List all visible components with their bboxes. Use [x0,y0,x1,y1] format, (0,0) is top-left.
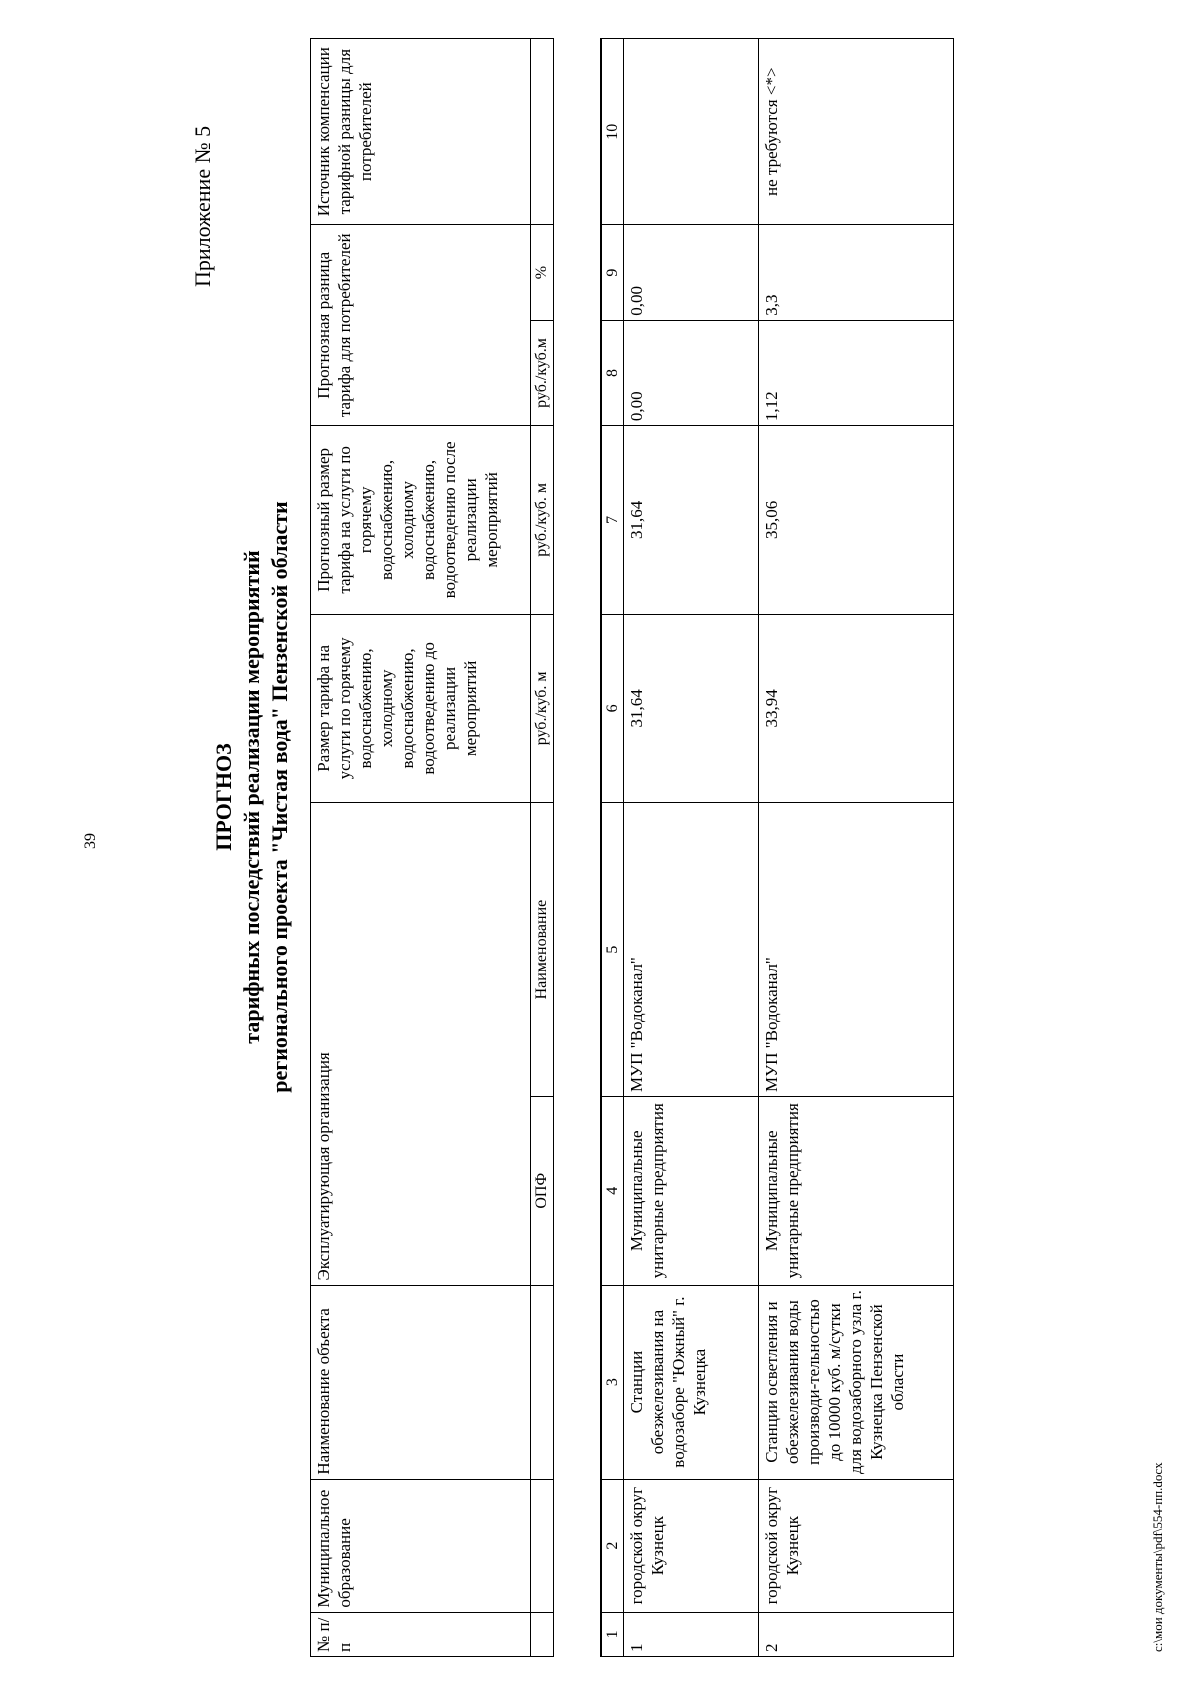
col-number: 5 [601,803,624,1097]
col-number: 10 [601,39,624,225]
cell-tariff-before: 31,64 [624,614,759,803]
title-line-3: регионального проекта "Чистая вода" Пензенской области [267,501,292,1093]
header-tariff-before: Размер тарифа на услуги по горячему водоснабжению, холодному водоснабжению, водоотведению до реализации мероприятий [311,614,531,803]
sub-unit-7: руб./куб. м [531,426,554,615]
title-line-1: ПРОГНОЗ [211,743,236,851]
sub-empty-2 [531,1479,554,1612]
cell-diff-pct: 3,3 [759,225,954,320]
cell-opf: Муниципальные унитарные предприятия [759,1097,954,1286]
sub-opf: ОПФ [531,1097,554,1286]
cell-object: Станции обезжелезивания на водозаборе "Южный" г. Кузнецка [624,1285,759,1479]
col-number: 6 [601,614,624,803]
appendix-label: Приложение № 5 [190,125,215,287]
forecast-table-header [310,38,554,1657]
footer-file-path: c:\мои документы\pdf\554-пп.docx [1150,1462,1165,1652]
col-number: 9 [601,225,624,320]
cell-num: 1 [624,1612,759,1656]
col-number: 7 [601,426,624,615]
col-number: 3 [601,1285,624,1479]
table-row [759,39,954,1657]
table-row [624,39,759,1657]
cell-tariff-after: 35,06 [759,426,954,615]
col-number: 4 [601,1097,624,1286]
col-number: 2 [601,1479,624,1612]
sub-empty-1 [531,1612,554,1656]
document-title [210,197,294,1397]
forecast-table-body [600,38,954,1657]
cell-tariff-before: 33,94 [759,614,954,803]
cell-municipality: городской округ Кузнецк [759,1479,954,1612]
cell-diff-rub: 1,12 [759,320,954,425]
header-num: № п/п [311,1612,531,1656]
cell-object: Станции осветления и обезжелезивания воды производи-тельностью до 10000 куб. м/сутки для водозаборного узла г. Кузнецка Пензенской области [759,1285,954,1479]
sub-unit-9: % [531,225,554,320]
title-line-2: тарифных последствий реализации мероприятий [239,550,264,1044]
header-difference: Прогнозная разница тарифа для потребителей [311,225,531,426]
cell-org-name: МУП "Водоканал" [624,803,759,1097]
cell-opf: Муниципальные унитарные предприятия [624,1097,759,1286]
cell-source: не требуются <*> [759,39,954,225]
header-operator: Эксплуатирующая организация [311,803,531,1285]
col-number: 8 [601,320,624,425]
cell-num: 2 [759,1612,954,1656]
cell-diff-rub: 0,00 [624,320,759,425]
header-source: Источник компенсации тарифной разницы для потребителей [311,39,531,225]
sub-name: Наименование [531,803,554,1097]
header-tariff-after: Прогнозный размер тарифа на услуги по горячему водоснабжению, холодному водоснабжению, водоотведению после реализации мероприятий [311,426,531,615]
cell-tariff-after: 31,64 [624,426,759,615]
col-number: 1 [601,1612,624,1656]
sub-empty-3 [531,1285,554,1479]
cell-org-name: МУП "Водоканал" [759,803,954,1097]
sub-unit-8: руб./куб.м [531,320,554,425]
header-municipality: Муниципальное образование [311,1479,531,1612]
sub-empty-10 [531,39,554,225]
cell-source [624,39,759,225]
cell-diff-pct: 0,00 [624,225,759,320]
cell-municipality: городской округ Кузнецк [624,1479,759,1612]
sub-unit-6: руб./куб. м [531,614,554,803]
header-object: Наименование объекта [311,1285,531,1479]
page-number: 39 [82,833,99,849]
